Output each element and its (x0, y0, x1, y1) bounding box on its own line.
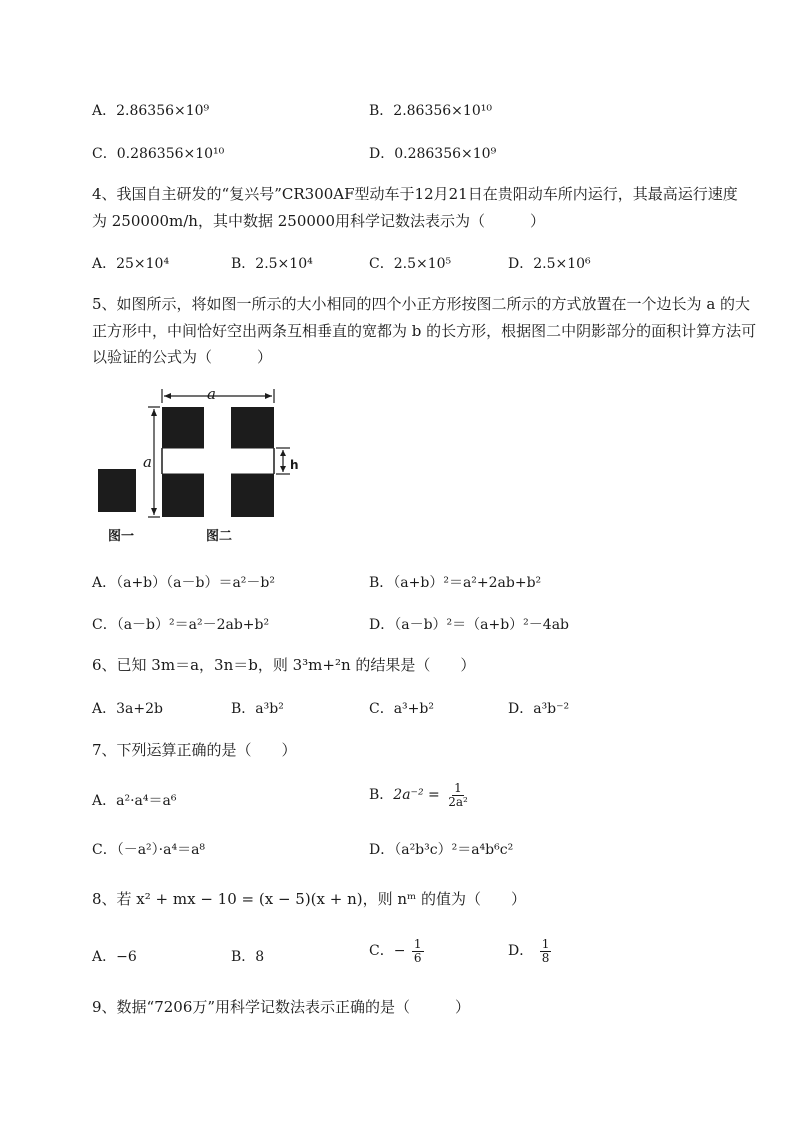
q4-option-d: D．2.5×10⁶ (508, 256, 591, 272)
fig-label-a-side: a (143, 453, 152, 471)
fig-label-a-top: a (207, 385, 216, 403)
q7-option-b-fraction (446, 782, 470, 808)
q7-option-a: A．a²·a⁴＝a⁶ (92, 793, 177, 809)
q3-option-c: C．0.286356×10¹⁰ (92, 146, 225, 162)
q8-option-c-fraction (412, 938, 424, 964)
q4-option-a: A．25×10⁴ (92, 256, 170, 272)
q7-option-b-num: 1 (454, 781, 462, 795)
fig-label-h: h (290, 458, 299, 472)
q5-option-a: A．（a+b）（a－b）＝a²－b² (92, 575, 275, 591)
q8-option-b: B．8 (231, 949, 265, 965)
q8-option-c-den: 6 (413, 950, 422, 965)
q4-stem-line2: 为 250000m/h，其中数据 250000用科学记数法表示为（ ） (92, 212, 545, 230)
q3-option-a: A．2.86356×10⁹ (92, 103, 210, 119)
q6-option-c: C．a³+b² (369, 701, 434, 717)
q4-stem-line1: 4、我国自主研发的“复兴号”CR300AF型动车于12月21日在贵阳动车所内运行，其最高运行速度 (92, 185, 738, 203)
q7-option-b-den: 2a² (448, 794, 468, 809)
q3-option-b: B．2.86356×10¹⁰ (369, 103, 492, 119)
q8-option-d (508, 938, 551, 964)
q8-option-c-prefix: C．− (369, 943, 406, 960)
q8-stem: 8、若 x² + mx − 10 = (x − 5)(x + n)，则 nᵐ 的值为（ ） (92, 890, 527, 908)
q8-option-d-den: 8 (541, 950, 550, 965)
q5-option-c: C．（a－b）²＝a²－2ab+b² (92, 617, 270, 633)
fig1-caption: 图一 (108, 529, 135, 544)
q6-option-a: A．3a+2b (92, 701, 163, 717)
q8-option-d-num: 1 (541, 937, 550, 951)
q7-option-b (369, 782, 470, 808)
q8-option-c-num: 1 (413, 937, 422, 951)
q6-stem: 6、已知 3m＝a，3n＝b，则 3³m+²n 的结果是（ ） (92, 656, 476, 674)
q5-stem-line2: 正方形中，中间恰好空出两条互相垂直的宽都为 b 的长方形，根据图二中阴影部分的面积计算方法可 (92, 322, 757, 340)
q6-option-b: B．a³b² (231, 701, 284, 717)
q7-option-d: D．（a²b³c）²＝a⁴b⁶c² (369, 842, 514, 858)
q4-option-b: B．2.5×10⁴ (231, 256, 313, 272)
q8-option-d-fraction (540, 938, 552, 964)
q5-stem-line1: 5、如图所示，将如图一所示的大小相同的四个小正方形按图二所示的方式放置在一个边长为 a 的大 (92, 295, 751, 313)
q7-option-c: C．（－a²）·a⁴＝a⁸ (92, 842, 206, 858)
q8-option-c (369, 938, 424, 964)
q7-stem: 7、下列运算正确的是（ ） (92, 741, 297, 759)
q8-option-a: A．−6 (92, 949, 137, 965)
q5-option-d: D．（a－b）²＝（a+b）²－4ab (369, 617, 570, 633)
q8-option-d-prefix: D． (508, 943, 534, 960)
fig2-horizontal-strip (162, 448, 274, 474)
q5-option-b: B．（a+b）²＝a²+2ab+b² (369, 575, 542, 591)
q9-stem: 9、数据“7206万”用科学记数法表示正确的是（ ） (92, 998, 471, 1016)
q7-option-b-lhs: 2a⁻² = (393, 787, 440, 804)
fig1-square (98, 469, 136, 512)
fig2-caption: 图二 (206, 529, 233, 544)
q4-option-c: C．2.5×10⁵ (369, 256, 452, 272)
q7-option-b-prefix: B． (369, 787, 394, 804)
q5-stem-line3: 以验证的公式为（ ） (92, 348, 273, 366)
q3-option-d: D．0.286356×10⁹ (369, 146, 497, 162)
q6-option-d: D．a³b⁻² (508, 701, 570, 717)
